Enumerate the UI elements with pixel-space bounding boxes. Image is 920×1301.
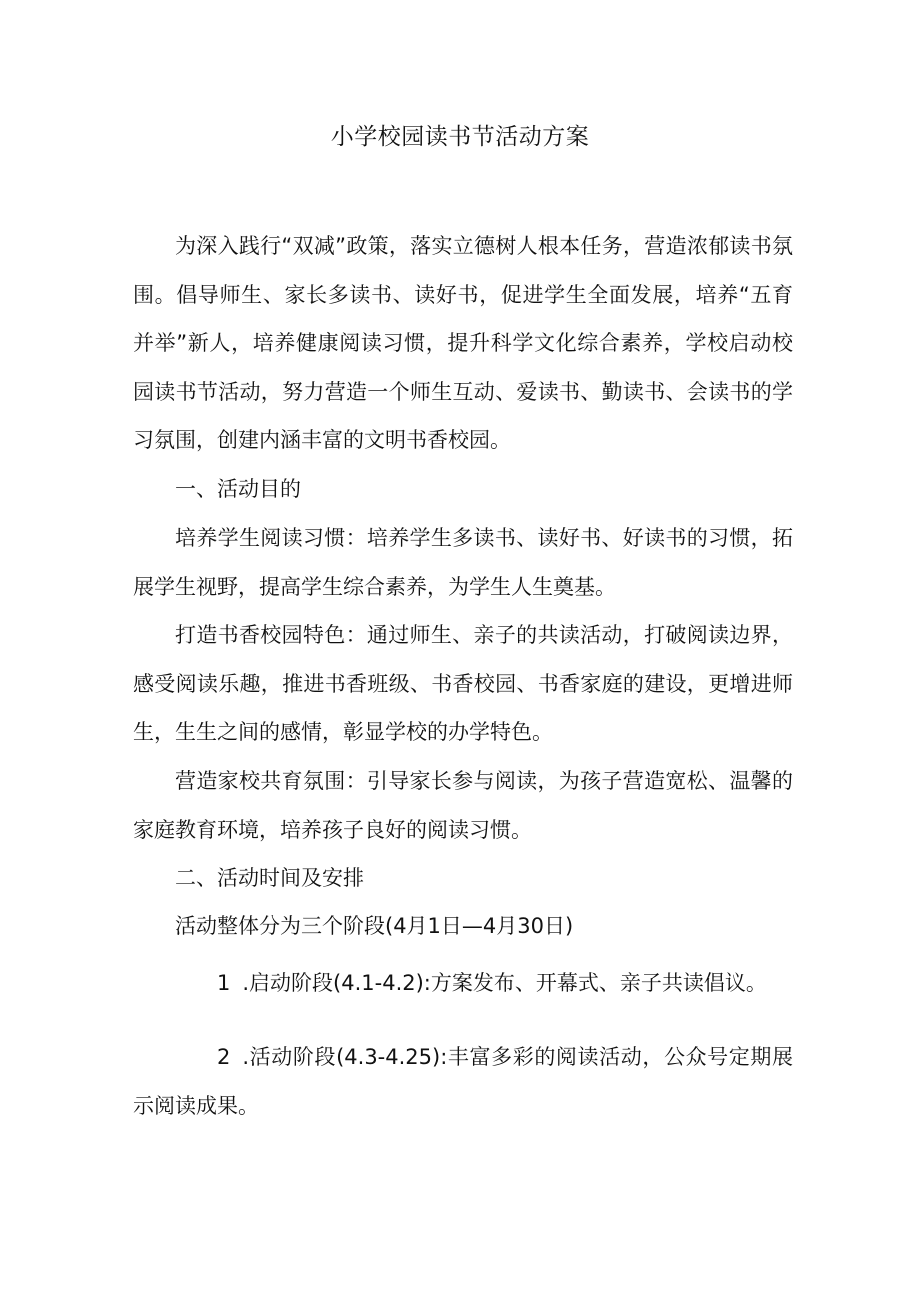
section-heading-schedule: 二、活动时间及安排 [175, 866, 364, 890]
goal-paragraph-home-school: 营造家校共育氛围：引导家长参与阅读，为孩子营造宽松、温馨的家庭教育环境，培养孩子良好的阅读习惯。 [133, 769, 793, 842]
schedule-overview: 活动整体分为三个阶段(4月1日—4月30日) [175, 914, 574, 938]
stage-1-text: .启动阶段(4.1-4.2):方案发布、开幕式、亲子共读倡议。 [242, 971, 767, 995]
goal-paragraph-reading-habits: 培养学生阅读习惯：培养学生多读书、读好书、好读书的习惯，拓展学生视野，提高学生综合素养，为学生人生奠基。 [133, 526, 793, 599]
goal-paragraph-campus-feature: 打造书香校园特色：通过师生、亲子的共读活动，打破阅读边界，感受阅读乐趣，推进书香班级、书香校园、书香家庭的建设，更增进师生，生生之间的感情，彰显学校的办学特色。 [133, 623, 793, 745]
stage-2-number: 2 [217, 1045, 231, 1069]
document-title: 小学校园读书节活动方案 [330, 124, 590, 150]
intro-paragraph: 为深入践行“双减”政策，落实立德树人根本任务，营造浓郁读书氛围。倡导师生、家长多读书、读好书，促进学生全面发展，培养“五育并举”新人，培养健康阅读习惯，提升科学文化综合素养，学校启动校园读书节活动，努力营造一个师生互动、爱读书、勤读书、会读书的学习氛围，创建内涵丰富的文明书香校园。 [133, 234, 793, 453]
section-heading-purpose: 一、活动目的 [175, 477, 301, 501]
stage-2-text: .活动阶段(4.3-4.25):丰富多彩的阅读活动，公众号定期展示阅读成果。 [133, 1045, 793, 1118]
schedule-stage-2 [133, 1033, 793, 1130]
stage-1-number: 1 [217, 971, 231, 995]
schedule-stage-1 [133, 959, 793, 1008]
